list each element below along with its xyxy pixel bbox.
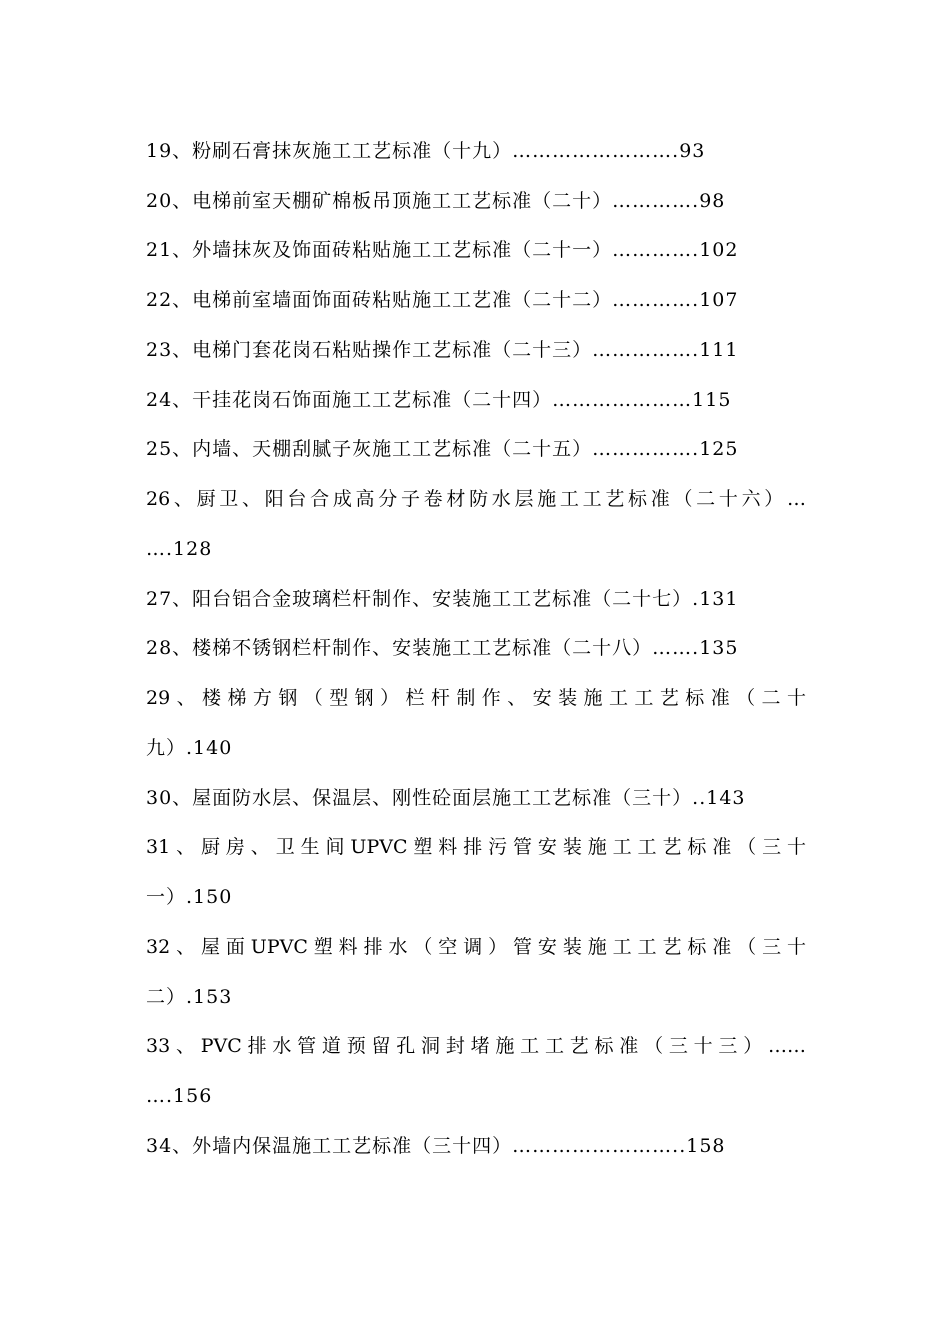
toc-entry-32[interactable]: 32、屋面UPVC塑料排水（空调）管安装施工工艺标准（三十 bbox=[146, 936, 806, 958]
toc-entry-33-continued[interactable]: ….156 bbox=[146, 1085, 213, 1107]
toc-entry-20[interactable]: 20、电梯前室天棚矿棉板吊顶施工工艺标准（二十）………….98 bbox=[146, 190, 726, 212]
toc-entry-29-continued[interactable]: 九）.140 bbox=[146, 737, 233, 759]
toc-entry-26[interactable]: 26、厨卫、阳台合成高分子卷材防水层施工工艺标准（二十六）… bbox=[146, 488, 806, 510]
toc-entry-33[interactable]: 33、PVC排水管道预留孔洞封堵施工工艺标准（三十三）…… bbox=[146, 1035, 806, 1057]
toc-entry-21[interactable]: 21、外墙抹灰及饰面砖粘贴施工工艺标准（二十一）………….102 bbox=[146, 239, 739, 261]
toc-entry-34[interactable]: 34、外墙内保温施工工艺标准（三十四）……………………..158 bbox=[146, 1135, 726, 1157]
toc-entry-23[interactable]: 23、电梯门套花岗石粘贴操作工艺标准（二十三）…………….111 bbox=[146, 339, 739, 361]
toc-entry-19[interactable]: 19、粉刷石膏抹灰施工工艺标准（十九）…………………….93 bbox=[146, 140, 706, 162]
toc-entry-25[interactable]: 25、内墙、天棚刮腻子灰施工工艺标准（二十五）…………….125 bbox=[146, 438, 739, 460]
toc-entry-32-continued[interactable]: 二）.153 bbox=[146, 986, 233, 1008]
toc-entry-24[interactable]: 24、干挂花岗石饰面施工工艺标准（二十四）…………………115 bbox=[146, 389, 732, 411]
toc-entry-27[interactable]: 27、阳台铝合金玻璃栏杆制作、安装施工工艺标准（二十七）.131 bbox=[146, 588, 739, 610]
toc-entry-31-continued[interactable]: 一）.150 bbox=[146, 886, 233, 908]
toc-entry-26-continued[interactable]: ….128 bbox=[146, 538, 213, 560]
toc-entry-30[interactable]: 30、屋面防水层、保温层、刚性砼面层施工工艺标准（三十）..143 bbox=[146, 787, 746, 809]
toc-entry-29[interactable]: 29、楼梯方钢（型钢）栏杆制作、安装施工工艺标准（二十 bbox=[146, 687, 806, 709]
toc-entry-28[interactable]: 28、楼梯不锈钢栏杆制作、安装施工工艺标准（二十八）…….135 bbox=[146, 637, 739, 659]
toc-entry-22[interactable]: 22、电梯前室墙面饰面砖粘贴施工工艺准（二十二）………….107 bbox=[146, 289, 739, 311]
toc-entry-31[interactable]: 31、厨房、卫生间UPVC塑料排污管安装施工工艺标准（三十 bbox=[146, 836, 806, 858]
